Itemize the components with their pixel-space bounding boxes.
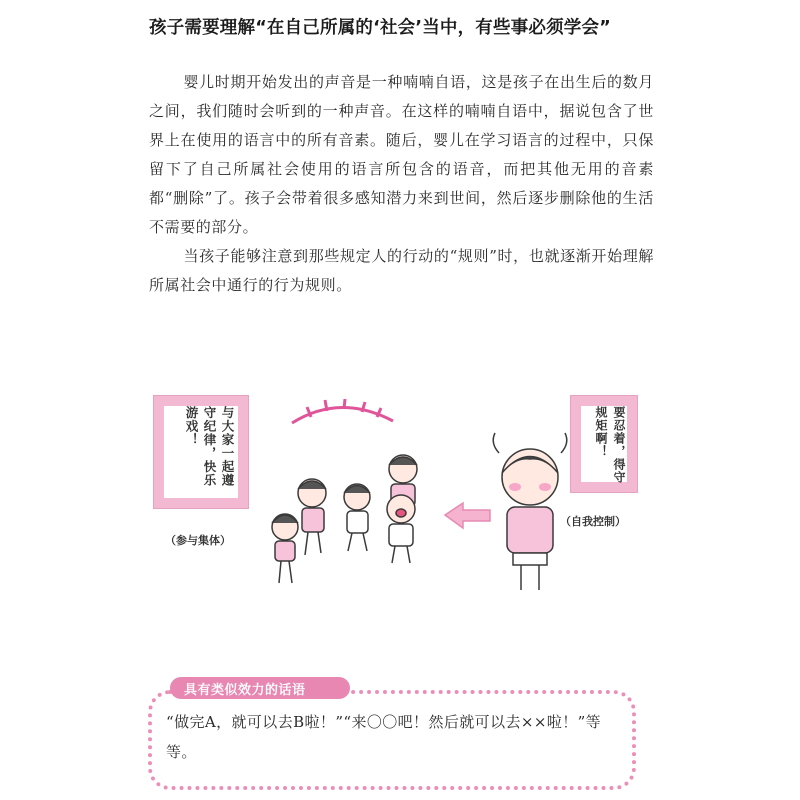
arrow-left-icon: [445, 503, 490, 528]
paragraph-2: 当孩子能够注意到那些规定人的行动的“规则”时，也就逐渐开始理解所属社会中通行的行为规则。: [149, 247, 654, 294]
caption-left: （参与集体）: [165, 534, 231, 547]
girl-figure: [493, 433, 567, 590]
page-title: 孩子需要理解“在自己所属的‘社会’当中，有些事必须学会”: [149, 18, 611, 38]
sign-right-text: 要忍着，得守规矩啊！: [594, 406, 626, 484]
caption-right: （自我控制）: [560, 515, 626, 528]
sign-left-text: 与大家一起遵守纪律，快乐游戏！: [184, 406, 235, 487]
body-text: [149, 68, 654, 300]
sign-left: [153, 395, 249, 509]
paragraph-1: 婴儿时期开始发出的声音是一种喃喃自语，这是孩子在出生后的数月之间，我们随时会听到的一种声音。在这样的喃喃自语中，据说包含了世界上在使用的语言中的所有音素。随后，婴儿在学习语言的过程中，只保留下了自己所属社会使用的语言所包含的语音，而把其他无用的音素都“删除”了。孩子会带着很多感知潜力来到世间，然后逐步删除他的生活不需要的部分。: [149, 73, 654, 236]
sign-right: [570, 395, 638, 493]
callout-text: “做完A，就可以去B啦！”“来〇〇吧！然后就可以去××啦！”等等。: [166, 713, 602, 761]
illustration: [145, 385, 655, 615]
callout-tag: [170, 677, 350, 699]
children-group: [272, 455, 417, 583]
callout-tag-label: 具有类似效力的话语: [184, 683, 306, 698]
